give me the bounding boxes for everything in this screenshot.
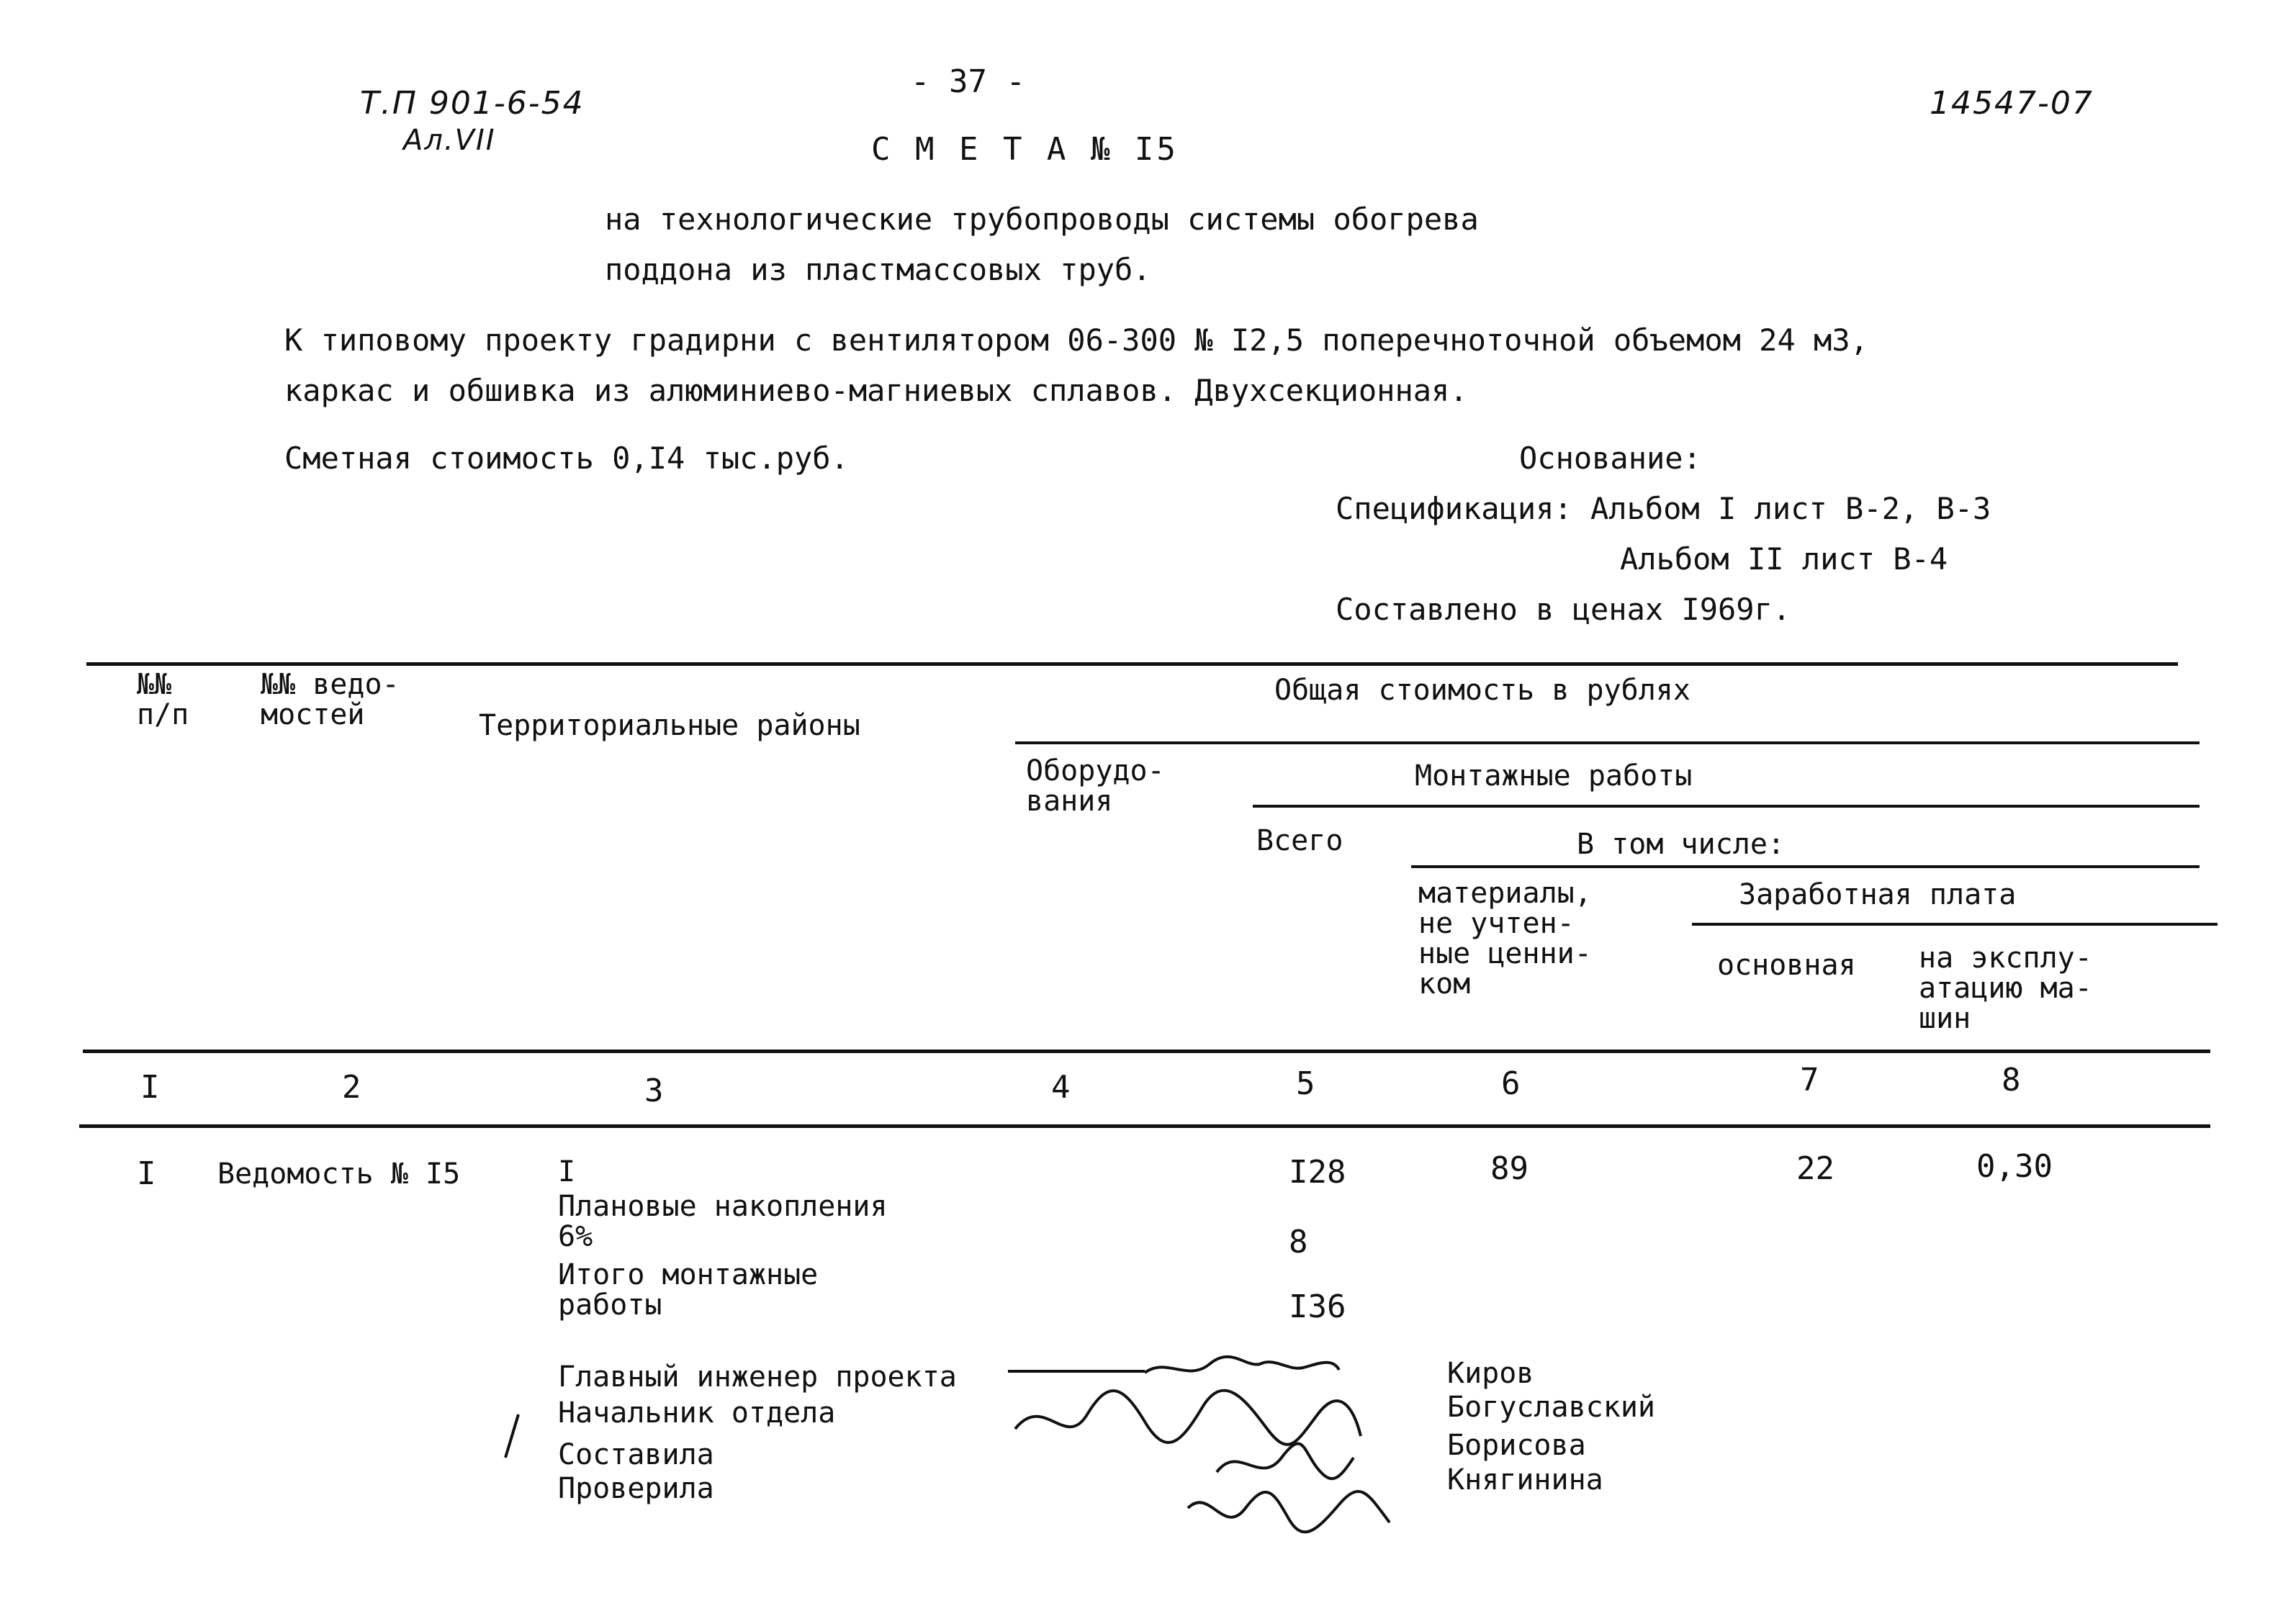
header-installation: Монтажные работы	[1415, 759, 1693, 793]
col-number-8: 8	[2002, 1062, 2021, 1098]
table-top-rule	[86, 662, 2178, 666]
header-materials: материалы, не учтен- ные ценни- ком	[1418, 877, 1592, 1001]
project-line2: каркас и обшивка из алюминиево-магниевых сплавов. Двухсекционная.	[284, 373, 1468, 408]
compiled-label: Составила	[558, 1438, 714, 1471]
doc-code-line2: Ал.VII	[403, 124, 496, 157]
page-number: - 37 -	[911, 63, 1025, 100]
header-col2: №№ ведо- мостей	[261, 668, 400, 731]
handwritten-signatures	[497, 1342, 1433, 1551]
dept-head-name: Богуславский	[1447, 1391, 1655, 1424]
row-total: I28	[1289, 1154, 1346, 1191]
col-number-4: 4	[1051, 1069, 1071, 1106]
dept-head-label: Начальник отдела	[558, 1396, 836, 1430]
total-install-label: Итого монтажные работы	[558, 1258, 819, 1322]
page-title: С М Е Т А № I5	[871, 131, 1179, 168]
header-col1: №№ п/п	[137, 668, 189, 731]
subtitle-line1: на технологические трубопроводы системы обогрева	[605, 202, 1479, 237]
spec-line1: Спецификация: Альбом I лист В-2, В-3	[1336, 491, 1991, 526]
spec-line2: Альбом II лист В-4	[1620, 541, 1948, 577]
chief-engineer-label: Главный инженер проекта	[558, 1360, 957, 1394]
project-line1: К типовому проекту градирни с вентилятором 06-300 № I2,5 поперечноточной объемом 24 м3,	[284, 322, 1868, 358]
header-machines: на эксплу- атацию ма- шин	[1919, 942, 2092, 1035]
header-including: В том числе:	[1577, 828, 1785, 861]
col-number-6: 6	[1501, 1065, 1521, 1102]
header-col3: Территориальные районы	[479, 709, 860, 742]
col-number-3: 3	[644, 1073, 664, 1109]
col-number-5: 5	[1296, 1065, 1315, 1102]
row-sheet: Ведомость № I5	[217, 1157, 461, 1191]
header-equipment: Оборудо- вания	[1026, 754, 1165, 818]
col-number-2: 2	[342, 1069, 361, 1106]
row-materials: 89	[1490, 1150, 1529, 1187]
header-total: Всего	[1256, 824, 1343, 857]
header-bottom-rule	[83, 1050, 2210, 1053]
col-number-7: 7	[1800, 1062, 1819, 1098]
compiled-name: Борисова	[1447, 1429, 1586, 1462]
header-wages: Заработная плата	[1739, 878, 2017, 911]
row-wages-basic: 22	[1796, 1150, 1834, 1187]
header-basic: основная	[1717, 949, 1856, 982]
header-rule-5	[1692, 923, 2218, 926]
basis-label: Основание:	[1519, 441, 1701, 476]
header-rule-2	[1015, 741, 2200, 744]
row-num: I	[137, 1155, 156, 1192]
doc-code-line1: Т.П 901-6-54	[360, 85, 585, 122]
total-install-value: I36	[1289, 1288, 1346, 1325]
row-region: I	[558, 1155, 576, 1188]
subtitle-line2: поддона из пластмассовых труб.	[605, 252, 1151, 287]
archive-number: 14547-07	[1930, 85, 2094, 122]
header-rule-3	[1253, 805, 2200, 808]
planned-savings-value: 8	[1289, 1224, 1308, 1260]
header-rule-4	[1411, 865, 2200, 868]
column-numbers-rule	[79, 1124, 2210, 1128]
checked-label: Проверила	[558, 1472, 714, 1505]
checked-name: Княгинина	[1447, 1463, 1603, 1497]
prices-line: Составлено в ценах I969г.	[1336, 592, 1791, 627]
row-wages-machines: 0,30	[1976, 1148, 2053, 1185]
planned-savings-label: Плановые накопления 6%	[558, 1190, 888, 1253]
header-total-cost: Общая стоимость в рублях	[1274, 674, 1691, 707]
col-number-1: I	[140, 1069, 160, 1106]
estimate-cost: Сметная стоимость 0,I4 тыс.руб.	[284, 441, 849, 476]
chief-engineer-name: Киров	[1447, 1357, 1534, 1390]
